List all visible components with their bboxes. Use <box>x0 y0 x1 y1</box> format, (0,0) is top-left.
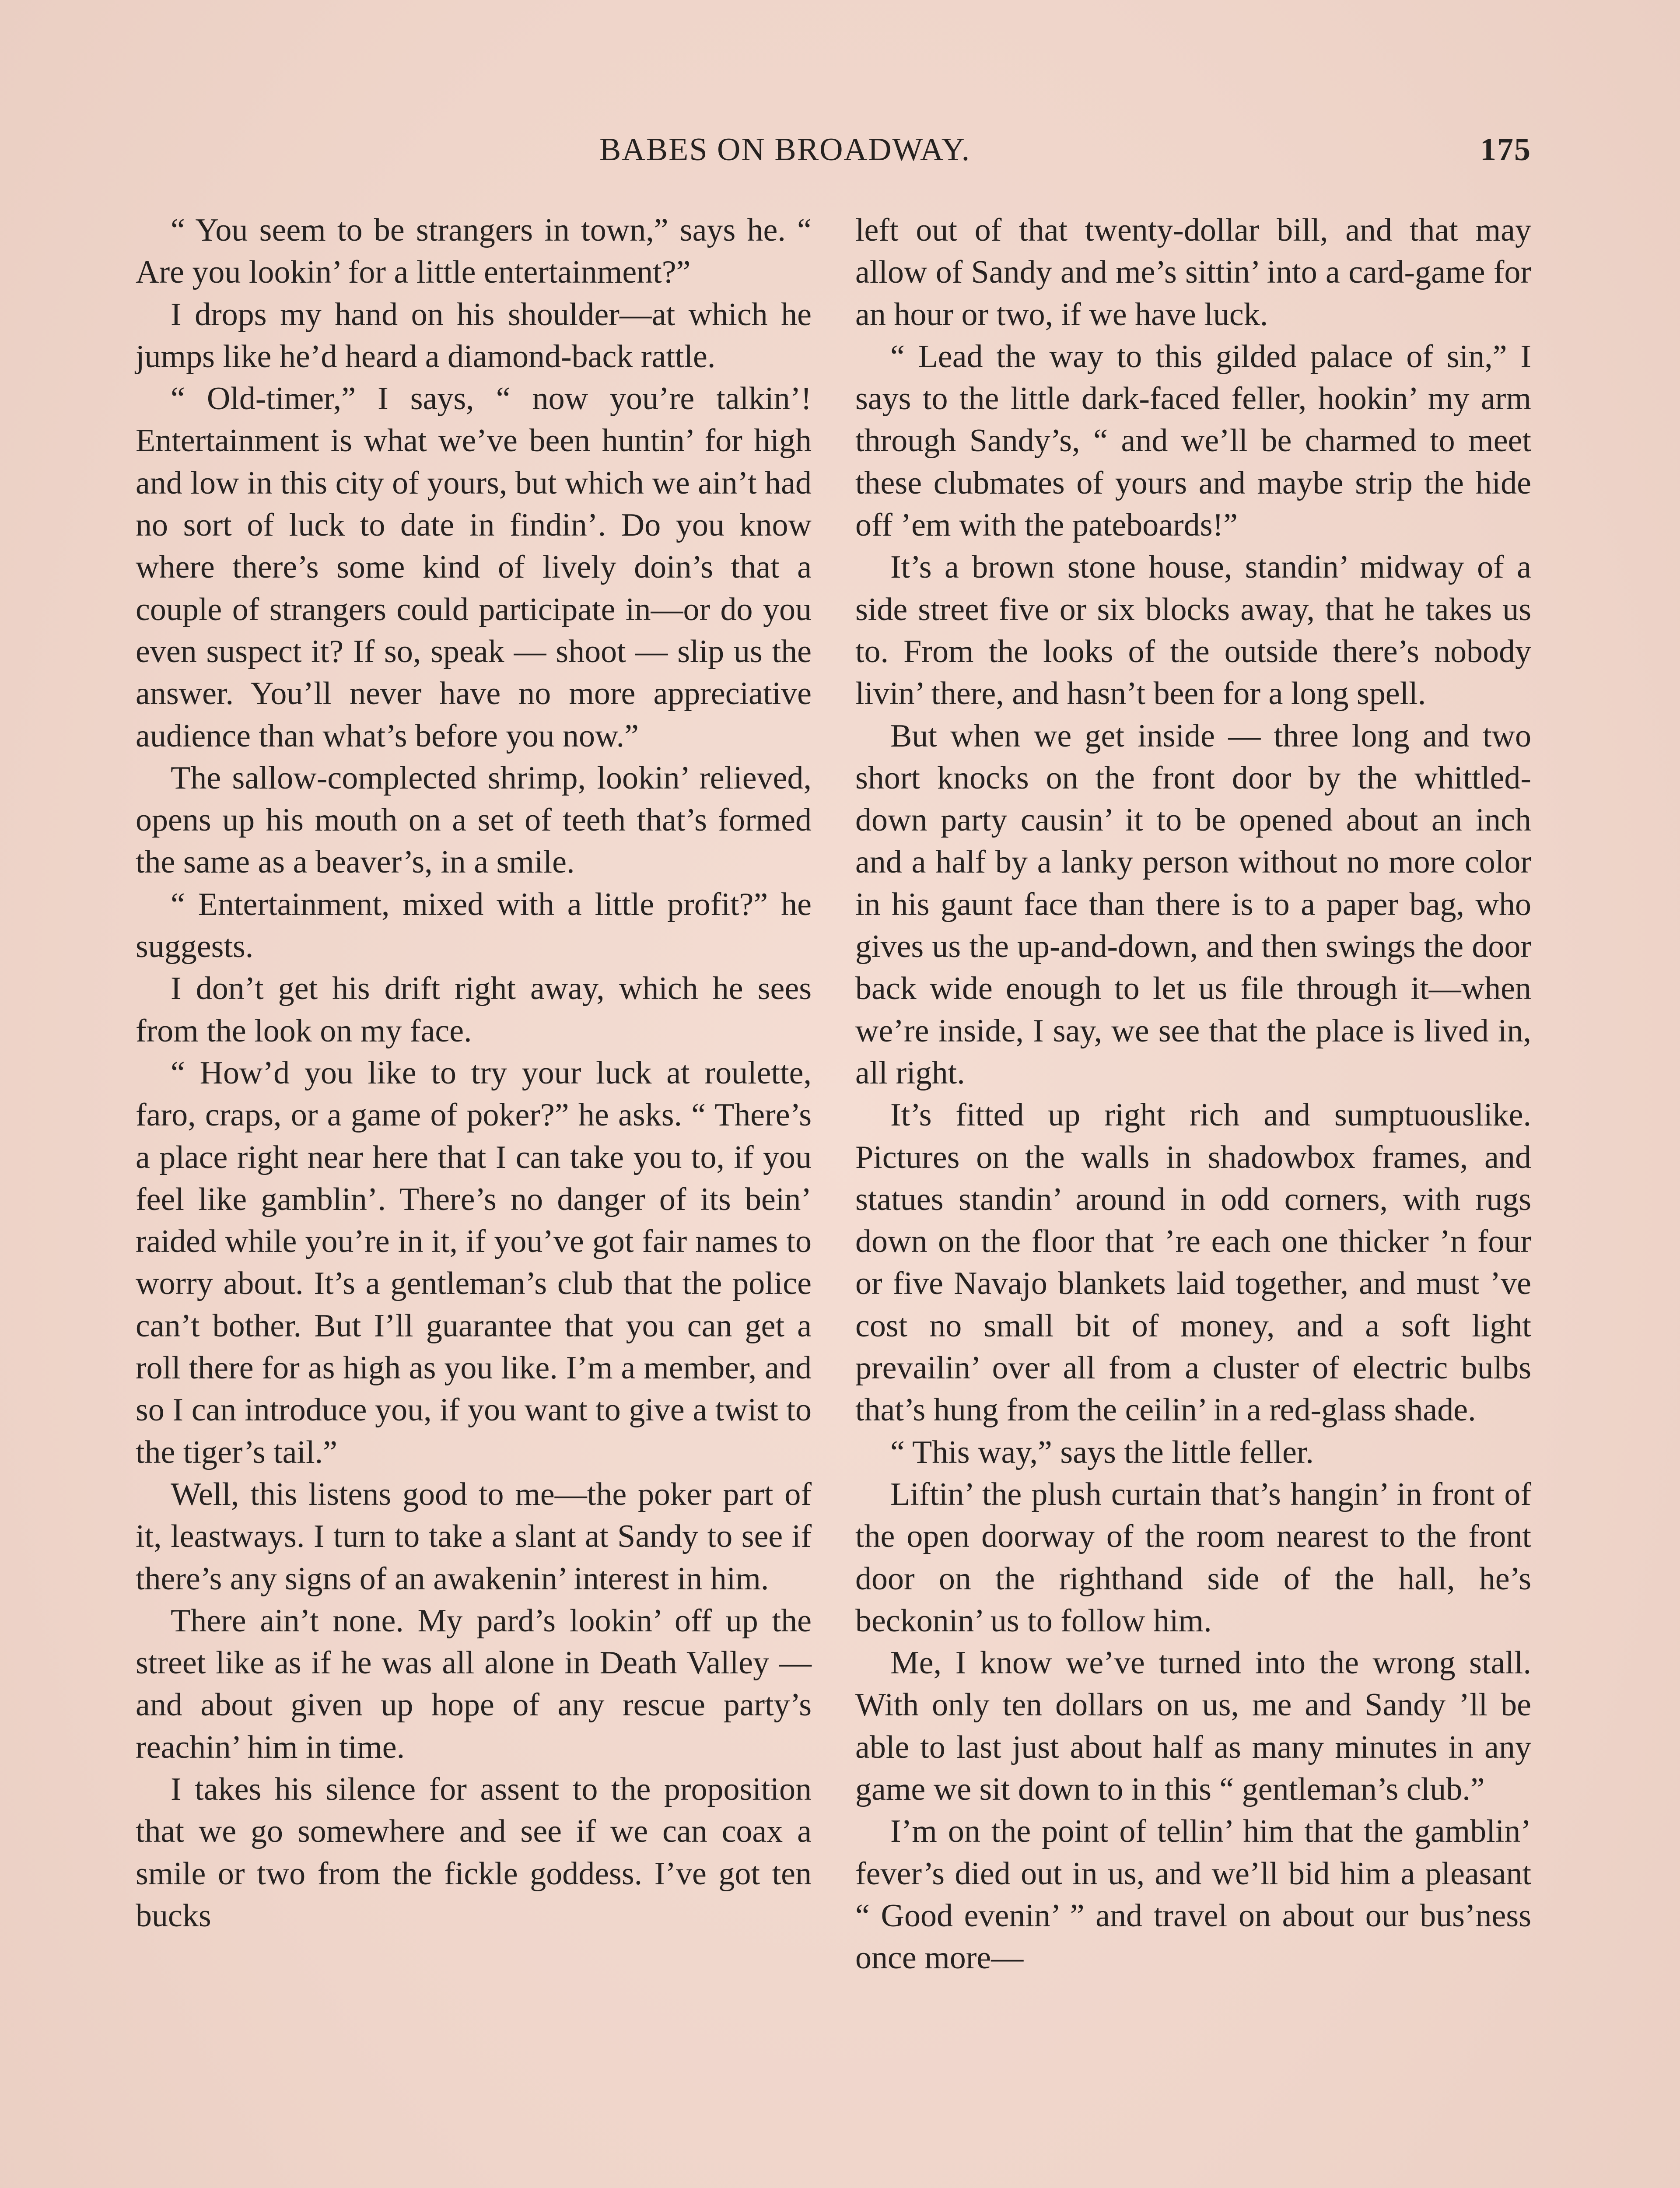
paragraph: I’m on the point of tellin’ him that the gamblin’ fever’s died out in us, and we’ll bid him a pleasant “ Good evenin’ ” and travel on about our bus’ness once more— <box>855 1813 1531 1976</box>
page-number: 175 <box>1480 132 1531 168</box>
paragraph: It’s fitted up right rich and sumptuouslike. Pictures on the walls in shadowbox frames, and statues standin’ around in odd corners, with rugs down on the floor that ’re each one thicker ’n four or five Navajo blankets laid together, and must ’ve cost no small bit of money, and a soft light prevailin’ over all from a cluster of electric bulbs that’s hung from the ceilin’ in a red-glass shade. <box>855 1097 1531 1428</box>
paragraph: The sallow-complected shrimp, lookin’ relieved, opens up his mouth on a set of teeth that’s formed the same as a beaver’s, in a smile. <box>136 760 812 880</box>
paragraph: Liftin’ the plush curtain that’s hangin’ in front of the open doorway of the room nearest to the front door on the righthand side of the hall, he’s beckonin’ us to follow him. <box>855 1476 1531 1639</box>
paragraph: Well, this listens good to me—the poker part of it, leastways. I turn to take a slant at Sandy to see if there’s any signs of an awakenin’ interest in him. <box>136 1476 812 1597</box>
paragraph: I drops my hand on his shoulder—at which he jumps like he’d heard a diamond-back rattle. <box>136 296 812 375</box>
paragraph: “ Lead the way to this gilded palace of sin,” I says to the little dark-faced feller, hookin’ my arm through Sandy’s, “ and we’ll be charmed to meet these clubmates of yours and maybe strip the hide off ’em with the pateboards!” <box>855 338 1531 543</box>
running-header <box>136 131 1531 179</box>
paragraph: Me, I know we’ve turned into the wrong stall. With only ten dollars on us, me and Sandy ’ll be able to last just about half as many minutes in any game we sit down to in this “ gentleman’s club.” <box>855 1645 1531 1807</box>
paragraph: I takes his silence for assent to the proposition that we go somewhere and see if we can coax a smile or two from the fickle goddess. I’ve got ten bucks <box>136 1771 812 1934</box>
paragraph: There ain’t none. My pard’s lookin’ off up the street like as if he was all alone in Death Valley — and about given up hope of any rescue party’s reachin’ him in time. <box>136 1602 812 1765</box>
paragraph: But when we get inside — three long and two short knocks on the front door by the whittled-down party causin’ it to be opened about an inch and a half by a lanky person without no more color in his gaunt face than there is to a paper bag, who gives us the up-and-down, and then swings the door back wide enough to let us file through it—when we’re inside, I say, we see that the place is lived in, all right. <box>855 718 1531 1091</box>
paragraph: “ Entertainment, mixed with a little profit?” he suggests. <box>136 886 812 965</box>
paragraph: “ This way,” says the little feller. <box>890 1434 1314 1470</box>
running-title: BABES ON BROADWAY. <box>599 132 971 168</box>
left-text-column <box>136 209 812 2188</box>
paragraph-continued: left out of that twenty-dollar bill, and that may allow of Sandy and me’s sittin’ into a card-game for an hour or two, if we have luck. <box>855 212 1531 333</box>
right-text-column <box>855 209 1531 2188</box>
paragraph: I don’t get his drift right away, which he sees from the look on my face. <box>136 971 812 1049</box>
paragraph: “ You seem to be strangers in town,” says he. “ Are you lookin’ for a little entertainment?” <box>136 212 812 291</box>
paragraph: “ Old-timer,” I says, “ now you’re talkin’! Entertainment is what we’ve been huntin’ for high and low in this city of yours, but which we ain’t had no sort of luck to date in findin’. Do you know where there’s some kind of lively doin’s that a couple of strangers could participate in—or do you even suspect it? If so, speak — shoot — slip us the answer. You’ll never have no more appreciative audience than what’s before you now.” <box>136 381 812 754</box>
paragraph: It’s a brown stone house, standin’ midway of a side street five or six blocks away, that he takes us to. From the looks of the outside there’s nobody livin’ there, and hasn’t been for a long spell. <box>855 549 1531 712</box>
paragraph: “ How’d you like to try your luck at roulette, faro, craps, or a game of poker?” he asks. “ There’s a place right near here that I can take you to, if you feel like gamblin’. There’s no danger of its bein’ raided while you’re in it, if you’ve got fair names to worry about. It’s a gentleman’s club that the police can’t bother. But I’ll guarantee that you can get a roll there for as high as you like. I’m a member, and so I can introduce you, if you want to give a twist to the tiger’s tail.” <box>136 1055 812 1470</box>
